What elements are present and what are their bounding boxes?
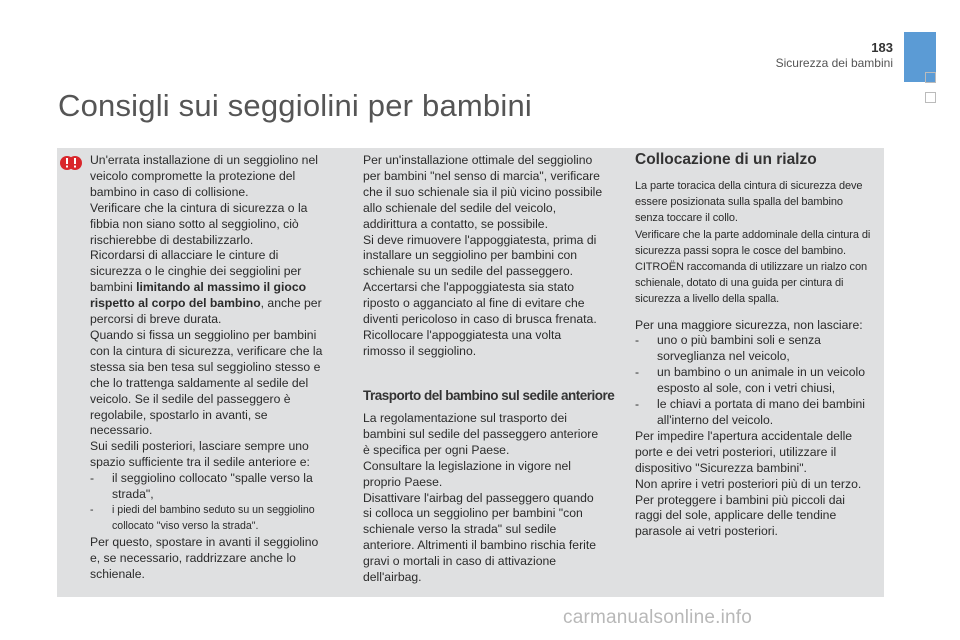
section-heading-front-seat: Trasporto del bambino sul sedile anteriore (363, 388, 615, 403)
page-title: Consigli sui seggiolini per bambini (58, 88, 532, 123)
bold-text: limitando al massimo il gioco rispetto al corpo del bambino (90, 280, 307, 311)
list-item: - le chiavi a portata di mano dei bambini all'interno del veicolo. (635, 397, 873, 429)
text-run: Ricordarsi di allacciare le cinture di sicurezza o le cinghie dei seggiolini per bambini (90, 248, 302, 295)
paragraph: Accertarsi che l'appoggiatesta sia stato riposto o agganciato al fine di evitare che diventi pericoloso in caso di brusca frenata. Ricollocare l'appoggiatesta una volta rimosso il seggiolino. (363, 280, 597, 358)
list-item-text: un bambino o un animale in un veicolo esposto al sole, con i vetri chiusi, (657, 365, 866, 396)
list-item: - un bambino o un animale in un veicolo esposto al sole, con i vetri chiusi, (635, 365, 873, 397)
text-run: , anche per percorsi di breve durata. (90, 296, 322, 327)
list-item: - il seggiolino collocato "spalle verso la strada", (90, 471, 330, 503)
column-front-seat (363, 411, 605, 586)
watermark: carmanualsonline.info (563, 607, 753, 628)
paragraph: Per impedire l'apertura accidentale delle porte e dei vetri posteriori, utilizzare il dispositivo "Sicurezza bambini". (635, 428, 853, 475)
paragraph: Per un'installazione ottimale del seggiolino per bambini "nel senso di marcia", verificare che il suo schienale sia il più vicino possibile allo schienale del sedile del veicolo, addirittura a contatto, se possibile. (363, 153, 603, 231)
list-item-text: il seggiolino collocato "spalle verso la strada", (112, 471, 313, 502)
list-item-text: i piedi del bambino seduto su un seggiolino collocato "viso verso la strada". (112, 503, 315, 532)
list-item: - uno o più bambini soli e senza sorveglianza nel veicolo, (635, 333, 873, 365)
column-booster (635, 152, 873, 540)
paragraph: Verificare che la parte addominale della cintura di sicurezza passi sopra le cosce del bambino. (635, 228, 871, 257)
paragraph: Per proteggere i bambini più piccoli dai raggi del sole, applicare delle tendine parasole ai vetri posteriori. (635, 492, 846, 539)
paragraph: Verificare che la cintura di sicurezza o la fibbia non siano sotto al seggiolino, ciò rischierebbe di destabilizzarlo. (90, 200, 308, 247)
paragraph: Un'errata installazione di un seggiolino nel veicolo compromette la protezione del bambino in caso di collisione. (90, 153, 318, 199)
section-name: Sicurezza dei bambini (775, 56, 893, 70)
page-number: 183 (871, 40, 893, 55)
paragraph: Disattivare l'airbag del passeggero quando si colloca un seggiolino per bambini "con schienale verso la strada" sul sedile anteriore. Altrimenti il bambino rischia ferite gravi o mortali in caso di attivazione dell'airbag. (363, 490, 597, 585)
section-heading-booster: Collocazione di un rialzo (635, 151, 817, 168)
paragraph: Per questo, spostare in avanti il seggiolino e, se necessario, raddrizzare anche lo schienale. (90, 534, 319, 581)
chapter-marker-2 (925, 92, 936, 103)
column-warnings (90, 153, 330, 582)
paragraph: CITROËN raccomanda di utilizzare un rialzo con schienale, dotato di una guida per cintura di sicurezza a livello della spalla. (635, 260, 867, 306)
column-installation (363, 153, 605, 360)
warning-icon (60, 152, 82, 174)
paragraph: Per una maggiore sicurezza, non lasciare: (635, 317, 863, 332)
list-item-text: le chiavi a portata di mano dei bambini all'interno del veicolo. (657, 397, 865, 427)
paragraph: Consultare la legislazione in vigore nel proprio Paese. (363, 458, 571, 489)
paragraph (90, 248, 330, 328)
chapter-marker-1 (925, 72, 936, 83)
paragraph: Si deve rimuovere l'appoggiatesta, prima di installare un seggiolino per bambini con schienale su un sedile del passeggero. (363, 232, 597, 279)
paragraph: Quando si fissa un seggiolino per bambini con la cintura di sicurezza, verificare che la stessa sia ben tesa sul seggiolino stesso e che lo trattenga saldamente al sedile del veicolo. Se il sedile del passeggero è regolabile, spostarlo in avanti, se necessario. (90, 327, 323, 438)
paragraph: Sui sedili posteriori, lasciare sempre uno spazio sufficiente tra il sedile anteriore e: (90, 439, 310, 470)
paragraph: Non aprire i vetri posteriori più di un terzo. (635, 476, 862, 491)
paragraph: La parte toracica della cintura di sicurezza deve essere posizionata sulla spalla del bambino senza toccare il collo. (635, 179, 863, 225)
list-item-text: uno o più bambini soli e senza sorveglianza nel veicolo, (657, 333, 821, 364)
booster-text (635, 178, 873, 308)
paragraph: La regolamentazione sul trasporto dei bambini sul sedile del passeggero anteriore è specifica per ogni Paese. (363, 411, 599, 457)
list-item: - i piedi del bambino seduto su un seggiolino collocato "viso verso la strada". (90, 503, 330, 535)
